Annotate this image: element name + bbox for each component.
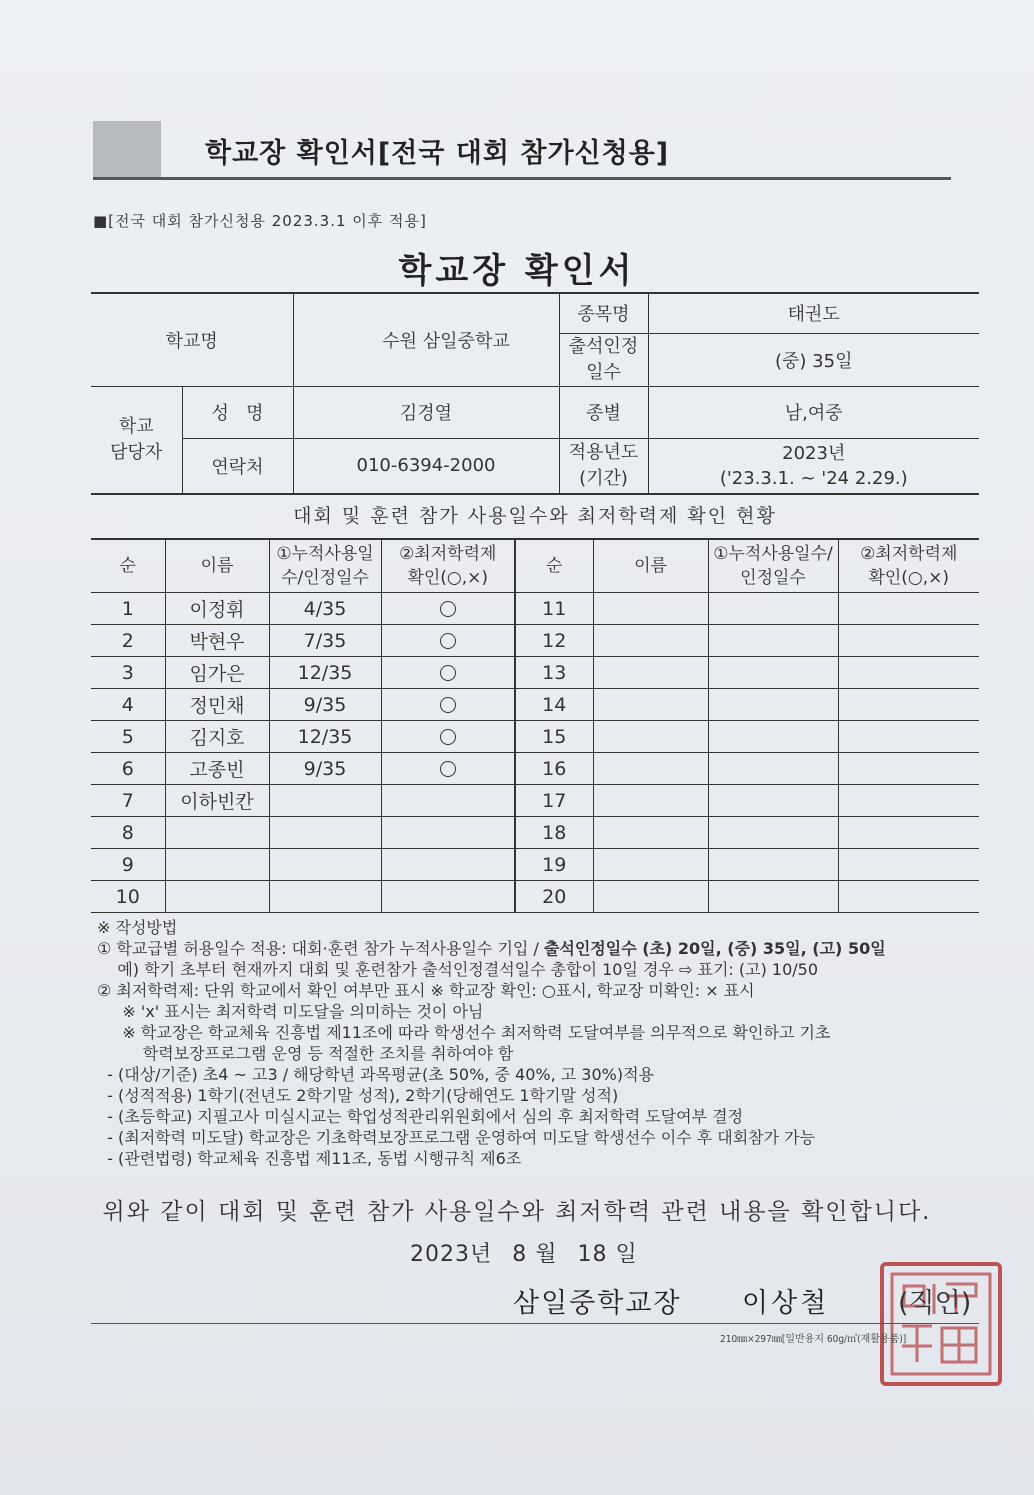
min-academic-check bbox=[381, 849, 515, 881]
attend-label: 출석인정 일수 bbox=[559, 333, 648, 386]
note-1-example: 예) 학기 초부터 현재까지 대회 및 훈련참가 출석인정결석일수 총합이 10일 경우 ⇨ 표기: (고) 10/50 bbox=[97, 960, 819, 979]
used-days bbox=[708, 593, 838, 625]
student-name: 이하빈칸 bbox=[165, 785, 269, 817]
bottom-rule bbox=[91, 1323, 979, 1324]
section-title: 대회 및 훈련 참가 사용일수와 최저학력제 확인 현황 bbox=[293, 505, 777, 527]
used-days bbox=[708, 721, 838, 753]
student-name: 고종빈 bbox=[165, 753, 269, 785]
row-number: 15 bbox=[515, 721, 593, 753]
name-label: 성 명 bbox=[182, 386, 293, 438]
row-number: 17 bbox=[515, 785, 593, 817]
min-academic-check bbox=[381, 881, 515, 913]
note-9: - (최저학력 미도달) 학교장은 기초학력보장프로그램 운영하여 미도달 학생선수 이수 후 대회참가 가능 bbox=[97, 1128, 816, 1147]
used-days bbox=[708, 689, 838, 721]
table-row bbox=[91, 625, 979, 657]
confirm-statement: 위와 같이 대회 및 훈련 참가 사용일수와 최저학력 관련 내용을 확인합니다. bbox=[102, 1199, 932, 1225]
school-value: 수원 삼일중학교 bbox=[293, 293, 559, 386]
row-number: 13 bbox=[515, 657, 593, 689]
table-row bbox=[91, 849, 979, 881]
row-number: 16 bbox=[515, 753, 593, 785]
roster-header-cell: 이름 bbox=[165, 539, 269, 593]
used-days: 4/35 bbox=[269, 593, 381, 625]
min-academic-check bbox=[381, 817, 515, 849]
used-days bbox=[269, 817, 381, 849]
issue-date bbox=[410, 1237, 650, 1268]
used-days: 7/35 bbox=[269, 625, 381, 657]
used-days bbox=[708, 817, 838, 849]
table-row bbox=[91, 785, 979, 817]
table-row bbox=[91, 881, 979, 913]
used-days bbox=[708, 881, 838, 913]
row-number: 18 bbox=[515, 817, 593, 849]
min-academic-check bbox=[838, 817, 979, 849]
signer-title: 삼일중학교장 bbox=[513, 1288, 682, 1319]
year-text: 2023년 bbox=[782, 442, 846, 464]
year-value bbox=[648, 438, 979, 494]
student-name bbox=[593, 721, 708, 753]
confirm-circle-icon bbox=[440, 761, 456, 777]
note-5: 학력보장프로그램 운영 등 적절한 조치를 취하여야 함 bbox=[97, 1044, 514, 1063]
date-year: 2023년 bbox=[410, 1242, 493, 1267]
writing-instructions bbox=[97, 917, 987, 1169]
header-banner bbox=[93, 121, 951, 180]
banner-title: 학교장 확인서[전국 대회 참가신청용] bbox=[205, 138, 670, 169]
row-number: 20 bbox=[515, 881, 593, 913]
manager-label: 학교 담당자 bbox=[91, 386, 182, 494]
student-name bbox=[165, 849, 269, 881]
min-academic-check bbox=[838, 689, 979, 721]
roster-header-cell: ①누적사용일수/ 인정일수 bbox=[708, 539, 838, 593]
min-academic-check bbox=[381, 785, 515, 817]
note-2: ② 최저학력제: 단위 학교에서 확인 여부만 표시 ※ 학교장 확인: ○표시, 학교장 미확인: × 표시 bbox=[97, 981, 755, 1000]
used-days bbox=[269, 785, 381, 817]
row-number: 1 bbox=[91, 593, 165, 625]
confirm-circle-icon bbox=[440, 697, 456, 713]
min-academic-check bbox=[838, 721, 979, 753]
min-academic-check bbox=[838, 593, 979, 625]
used-days: 12/35 bbox=[269, 721, 381, 753]
used-days bbox=[708, 657, 838, 689]
contact-label: 연락처 bbox=[182, 438, 293, 494]
seal-mark: (직인) bbox=[898, 1288, 972, 1319]
attend-value: (중) 35일 bbox=[648, 333, 979, 386]
info-table bbox=[91, 292, 979, 495]
table-row bbox=[91, 817, 979, 849]
student-name bbox=[593, 849, 708, 881]
used-days: 9/35 bbox=[269, 753, 381, 785]
used-days bbox=[269, 881, 381, 913]
student-name: 정민채 bbox=[165, 689, 269, 721]
student-name bbox=[593, 753, 708, 785]
min-academic-check bbox=[381, 657, 515, 689]
note-8: - (초등학교) 지필고사 미실시교는 학업성적관리위원회에서 심의 후 최저학력 도달여부 결정 bbox=[97, 1107, 744, 1126]
min-academic-check bbox=[838, 881, 979, 913]
roster-header-cell: ②최저학력제 확인(○,×) bbox=[838, 539, 979, 593]
used-days: 9/35 bbox=[269, 689, 381, 721]
student-name bbox=[593, 657, 708, 689]
notes-title: ※ 작성방법 bbox=[97, 918, 178, 937]
note-3: ※ 'x' 표시는 최저학력 미도달을 의미하는 것이 아님 bbox=[97, 1002, 484, 1021]
row-number: 8 bbox=[91, 817, 165, 849]
student-name: 박현우 bbox=[165, 625, 269, 657]
min-academic-check bbox=[381, 593, 515, 625]
table-row bbox=[91, 593, 979, 625]
signer-name: 이상철 bbox=[742, 1288, 830, 1319]
note-1: ① 학교급별 허용일수 적용: 대회·훈련 참가 누적사용일수 기입 / 출석인정일수 (초) 20일, (중) 35일, (고) 50일 bbox=[97, 939, 886, 958]
date-month: 8 월 bbox=[512, 1242, 558, 1267]
confirm-circle-icon bbox=[440, 729, 456, 745]
roster-header-cell: 순 bbox=[91, 539, 165, 593]
gender-label: 종별 bbox=[559, 386, 648, 438]
used-days bbox=[708, 785, 838, 817]
roster-header-row bbox=[91, 539, 979, 593]
roster-table bbox=[91, 538, 979, 913]
doc-title: 학교장 확인서 bbox=[398, 251, 636, 291]
period-text: ('23.3.1. ~ '24 2.29.) bbox=[719, 467, 908, 489]
row-number: 12 bbox=[515, 625, 593, 657]
student-name bbox=[593, 881, 708, 913]
table-row bbox=[91, 657, 979, 689]
roster-header-cell: ②최저학력제 확인(○,×) bbox=[381, 539, 515, 593]
subnote: ■[전국 대회 참가신청용 2023.3.1 이후 적용] bbox=[93, 212, 427, 230]
row-number: 2 bbox=[91, 625, 165, 657]
min-academic-check bbox=[838, 849, 979, 881]
student-name: 이정휘 bbox=[165, 593, 269, 625]
row-number: 6 bbox=[91, 753, 165, 785]
student-name bbox=[593, 625, 708, 657]
sport-label: 종목명 bbox=[559, 293, 648, 333]
row-number: 19 bbox=[515, 849, 593, 881]
min-academic-check bbox=[838, 625, 979, 657]
used-days bbox=[708, 753, 838, 785]
table-row bbox=[91, 689, 979, 721]
used-days bbox=[269, 849, 381, 881]
min-academic-check bbox=[381, 625, 515, 657]
confirm-circle-icon bbox=[440, 665, 456, 681]
student-name: 김지호 bbox=[165, 721, 269, 753]
student-name: 임가은 bbox=[165, 657, 269, 689]
contact-value: 010-6394-2000 bbox=[293, 438, 559, 494]
row-number: 14 bbox=[515, 689, 593, 721]
confirm-circle-icon bbox=[440, 633, 456, 649]
note-4: ※ 학교장은 학교체육 진흥법 제11조에 따라 학생선수 최저학력 도달여부를 의무적으로 확인하고 기초 bbox=[97, 1023, 831, 1042]
roster-header-cell: ①누적사용일 수/인정일수 bbox=[269, 539, 381, 593]
used-days: 12/35 bbox=[269, 657, 381, 689]
min-academic-check bbox=[838, 657, 979, 689]
sport-value: 태권도 bbox=[648, 293, 979, 333]
note-6: - (대상/기준) 초4 ~ 고3 / 해당학년 과목평균(초 50%, 중 40%, 고 30%)적용 bbox=[97, 1065, 655, 1084]
row-number: 3 bbox=[91, 657, 165, 689]
table-row bbox=[91, 753, 979, 785]
student-name bbox=[165, 881, 269, 913]
date-day: 18 일 bbox=[577, 1242, 638, 1267]
confirm-circle-icon bbox=[440, 601, 456, 617]
min-academic-check bbox=[381, 689, 515, 721]
name-value: 김경열 bbox=[293, 386, 559, 438]
school-label: 학교명 bbox=[91, 293, 293, 386]
min-academic-check bbox=[381, 753, 515, 785]
row-number: 9 bbox=[91, 849, 165, 881]
min-academic-check bbox=[381, 721, 515, 753]
paper-spec: 210㎜×297㎜[일반용지 60g/㎡(재활용품)] bbox=[720, 1334, 907, 1345]
note-7: - (성적적용) 1학기(전년도 2학기말 성적), 2학기(당해연도 1학기말 성적) bbox=[97, 1086, 619, 1105]
used-days bbox=[708, 849, 838, 881]
year-label: 적용년도 (기간) bbox=[559, 438, 648, 494]
min-academic-check bbox=[838, 785, 979, 817]
row-number: 4 bbox=[91, 689, 165, 721]
note-10: - (관련법령) 학교체육 진흥법 제11조, 동법 시행규칙 제6조 bbox=[97, 1149, 522, 1168]
gender-value: 남,여중 bbox=[648, 386, 979, 438]
student-name bbox=[165, 817, 269, 849]
banner-grey-block bbox=[93, 121, 161, 177]
student-name bbox=[593, 593, 708, 625]
table-row bbox=[91, 721, 979, 753]
student-name bbox=[593, 689, 708, 721]
row-number: 10 bbox=[91, 881, 165, 913]
min-academic-check bbox=[838, 753, 979, 785]
used-days bbox=[708, 625, 838, 657]
row-number: 5 bbox=[91, 721, 165, 753]
roster-header-cell: 이름 bbox=[593, 539, 708, 593]
row-number: 11 bbox=[515, 593, 593, 625]
roster-header-cell: 순 bbox=[515, 539, 593, 593]
student-name bbox=[593, 785, 708, 817]
student-name bbox=[593, 817, 708, 849]
row-number: 7 bbox=[91, 785, 165, 817]
